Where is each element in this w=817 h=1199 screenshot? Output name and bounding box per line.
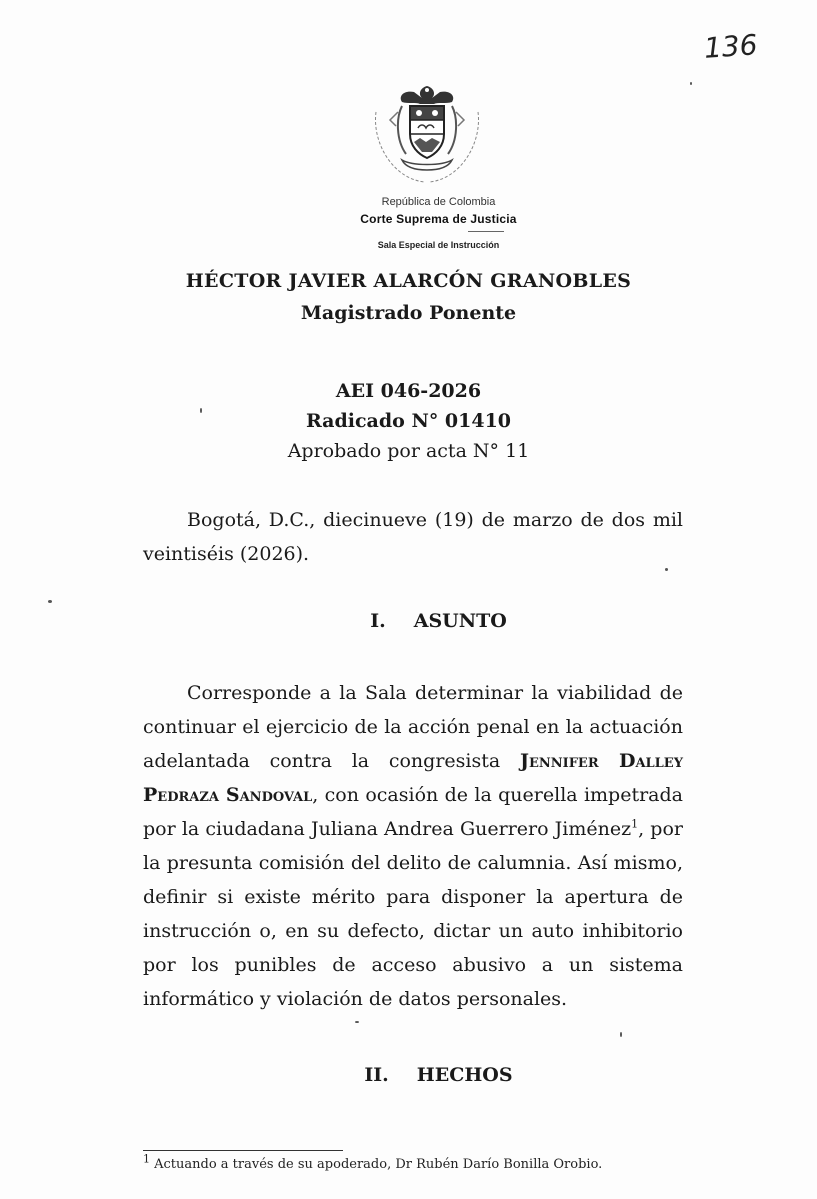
section-number: I. [370,610,386,632]
header-rule [468,231,504,232]
footnote-marker: 1 [143,1152,150,1166]
footnote-reference[interactable]: 1 [631,817,639,831]
footnote-text: Actuando a través de su apoderado, Dr Rubén Darío Bonilla Orobio. [150,1157,603,1172]
scan-speck [48,600,52,603]
defendant-name: Jennifer Dalley Pedraza Sandoval [143,750,683,806]
scan-speck [690,82,692,85]
section-title: ASUNTO [413,610,507,632]
magistrate-name: HÉCTOR JAVIER ALARCÓN GRANOBLES [185,270,632,292]
handwritten-page-number: 136 [702,28,759,65]
footnote-item [143,1152,703,1172]
approval-acta: Aprobado por acta N° 11 [287,440,530,462]
court-name: Corte Suprema de Justicia [360,212,517,226]
case-radicado: Radicado N° 01410 [305,410,512,432]
section-heading-asunto [30,610,817,632]
section-title: HECHOS [416,1064,513,1086]
scan-speck [665,568,668,571]
colombian-coat-of-arms-icon [362,82,492,192]
scan-speck [200,408,202,413]
footnote-divider [143,1150,343,1151]
magistrate-role: Magistrado Ponente [300,302,517,324]
date-paragraph: Bogotá, D.C., diecinueve (19) de marzo de dos mil veintiséis (2026). [143,509,683,565]
scan-speck [355,1021,359,1023]
asunto-text-part1: Corresponde a la Sala determinar la viabilidad de continuar el ejercicio de la acción penal en la actuación adelantada contra la congresista [143,682,683,772]
country-name: República de Colombia [381,196,496,208]
asunto-paragraph [143,676,683,1016]
section-number: II. [364,1064,389,1086]
asunto-text-part3: , por la presunta comisión del delito de calumnia. Así mismo, definir si existe mérito para disponer la apertura de instrucción o, en su defecto, dictar un auto inhibitorio por los punibles de acceso abusivo a un sistema informático y violación de datos personales. [143,818,683,1010]
section-heading-hechos [30,1064,817,1086]
chamber-name: Sala Especial de Instrucción [377,240,500,250]
asunto-text-part2: , con ocasión de la querella impetrada por la ciudadana Juliana Andrea Guerrero Jiménez [143,784,683,840]
scan-speck [620,1032,622,1037]
case-aei: AEI 046-2026 [335,380,482,402]
